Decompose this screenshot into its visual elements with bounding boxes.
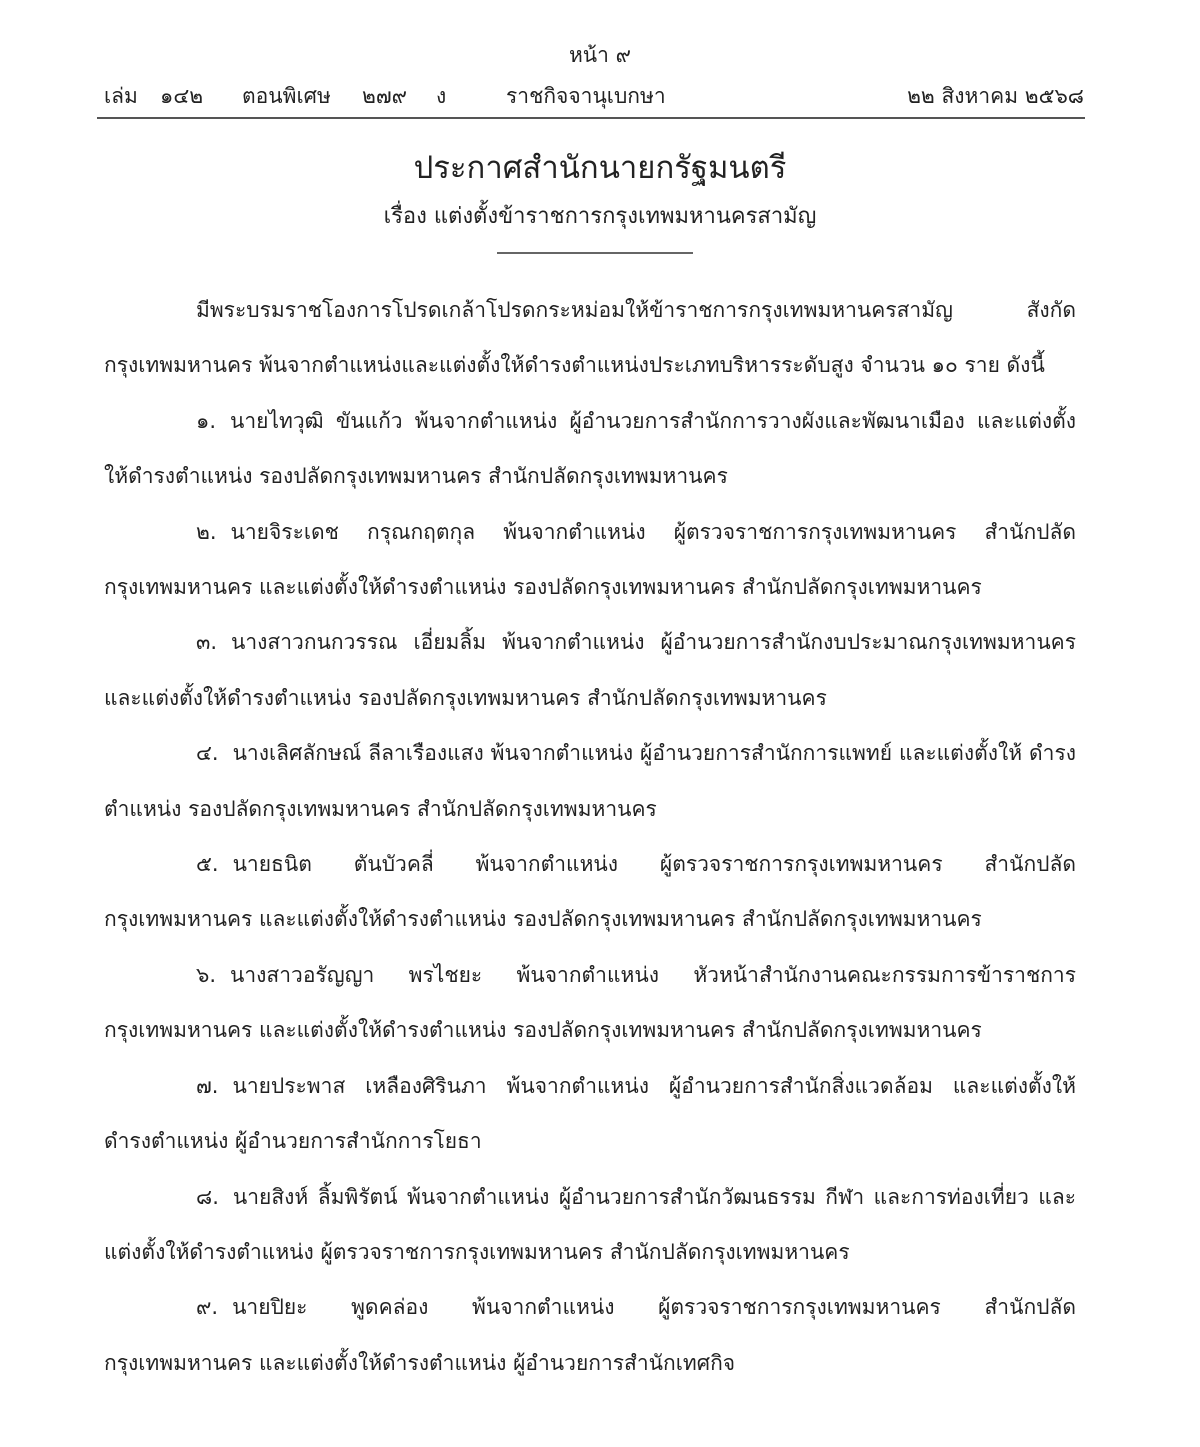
volume-label: เล่ม <box>104 84 138 108</box>
item-text: นายประพาส เหลืองศิรินภา พ้นจากตำแหน่ง ผู้อำนวยการสำนักสิ่งแวดล้อม และแต่งตั้งให้ ดำรงตำแหน่ง ผู้อำนวยการสำนักการโยธา <box>104 1073 1076 1154</box>
appointment-item <box>104 615 1076 726</box>
document-body <box>104 283 1076 1391</box>
item-text: นายธนิต ตันบัวคลี่ พ้นจากตำแหน่ง ผู้ตรวจราชการกรุงเทพมหานคร สำนักปลัด กรุงเทพมหานคร และแต่งตั้งให้ดำรงตำแหน่ง รองปลัดกรุงเทพมหานคร สำนักปลัดกรุงเทพมหานคร <box>104 852 1076 932</box>
item-text: นายจิระเดช กรุณกฤตกุล พ้นจากตำแหน่ง ผู้ตรวจราชการกรุงเทพมหานคร สำนักปลัด กรุงเทพมหานคร และแต่งตั้งให้ดำรงตำแหน่ง รองปลัดกรุงเทพมหานคร สำนักปลัดกรุงเทพมหานคร <box>104 519 1076 600</box>
item-number: ๑. <box>196 408 217 433</box>
issue-label: ตอนพิเศษ <box>242 84 331 108</box>
item-number: ๙. <box>196 1295 219 1320</box>
appointment-item <box>104 726 1076 837</box>
appointment-item <box>104 948 1076 1059</box>
appointment-item <box>104 1059 1076 1170</box>
item-text: นางเลิศลักษณ์ ลีลาเรืองแสง พ้นจากตำแหน่ง ผู้อำนวยการสำนักการแพทย์ และแต่งตั้งให้ ดำรงตำแหน่ง รองปลัดกรุงเทพมหานคร สำนักปลัดกรุงเทพมหานคร <box>104 741 1076 821</box>
intro-paragraph: มีพระบรมราชโองการโปรดเกล้าโปรดกระหม่อมให้ข้าราชการกรุงเทพมหานครสามัญ สังกัดกรุงเทพมหานคร พ้นจากตำแหน่งและแต่งตั้งให้ดำรงตำแหน่งประเภทบริหารระดับสูง จำนวน ๑๐ ราย ดังนี้ <box>104 298 1076 378</box>
item-text: นางสาวกนกวรรณ เอี่ยมลิ้ม พ้นจากตำแหน่ง ผู้อำนวยการสำนักงบประมาณกรุงเทพมหานคร และแต่งตั้งให้ดำรงตำแหน่ง รองปลัดกรุงเทพมหานคร สำนักปลัดกรุงเทพมหานคร <box>104 630 1076 710</box>
appointment-item <box>104 1280 1076 1391</box>
appointment-item <box>104 837 1076 948</box>
gazette-header <box>104 80 1084 112</box>
header-divider <box>97 117 1085 119</box>
issue-number: ๒๗๙ <box>362 84 408 108</box>
item-text: นางสาวอรัญญา พรไชยะ พ้นจากตำแหน่ง หัวหน้าสำนักงานคณะกรรมการข้าราชการ กรุงเทพมหานคร และแต่งตั้งให้ดำรงตำแหน่ง รองปลัดกรุงเทพมหานคร สำนักปลัดกรุงเทพมหานคร <box>104 962 1076 1043</box>
appointment-item <box>104 505 1076 616</box>
item-number: ๕. <box>196 852 219 877</box>
publication-date: ๒๒ สิงหาคม ๒๕๖๘ <box>907 84 1084 108</box>
issue-suffix: ง <box>436 84 447 108</box>
volume-number: ๑๔๒ <box>160 84 204 108</box>
appointment-item <box>104 394 1076 505</box>
item-number: ๓. <box>196 630 218 655</box>
page-number: หน้า ๙ <box>568 43 632 67</box>
item-text: นายสิงห์ ลิ้มพิรัตน์ พ้นจากตำแหน่ง ผู้อำนวยการสำนักวัฒนธรรม กีฬา และการท่องเที่ยว และแต่งตั้งให้ดำรงตำแหน่ง ผู้ตรวจราชการกรุงเทพมหานคร สำนักปลัดกรุงเทพมหานคร <box>104 1184 1076 1264</box>
item-text: นายไทวุฒิ ขันแก้ว พ้นจากตำแหน่ง ผู้อำนวยการสำนักการวางผังและพัฒนาเมือง และแต่งตั้งให้ดำรงตำแหน่ง รองปลัดกรุงเทพมหานคร สำนักปลัดกรุงเทพมหานคร <box>104 408 1076 489</box>
document-title: ประกาศสำนักนายกรัฐมนตรี <box>413 150 787 186</box>
item-number: ๗. <box>196 1073 219 1098</box>
item-number: ๒. <box>196 519 217 544</box>
publication-name: ราชกิจจานุเบกษา <box>506 84 666 108</box>
title-divider <box>497 252 693 254</box>
appointment-item <box>104 1170 1076 1281</box>
item-number: ๘. <box>196 1184 219 1209</box>
item-number: ๔. <box>196 741 219 766</box>
item-text: นายปิยะ พูดคล่อง พ้นจากตำแหน่ง ผู้ตรวจราชการกรุงเทพมหานคร สำนักปลัด กรุงเทพมหานคร และแต่งตั้งให้ดำรงตำแหน่ง ผู้อำนวยการสำนักเทศกิจ <box>104 1295 1076 1375</box>
document-subject: เรื่อง แต่งตั้งข้าราชการกรุงเทพมหานครสามัญ <box>383 204 817 229</box>
item-number: ๖. <box>196 962 217 987</box>
